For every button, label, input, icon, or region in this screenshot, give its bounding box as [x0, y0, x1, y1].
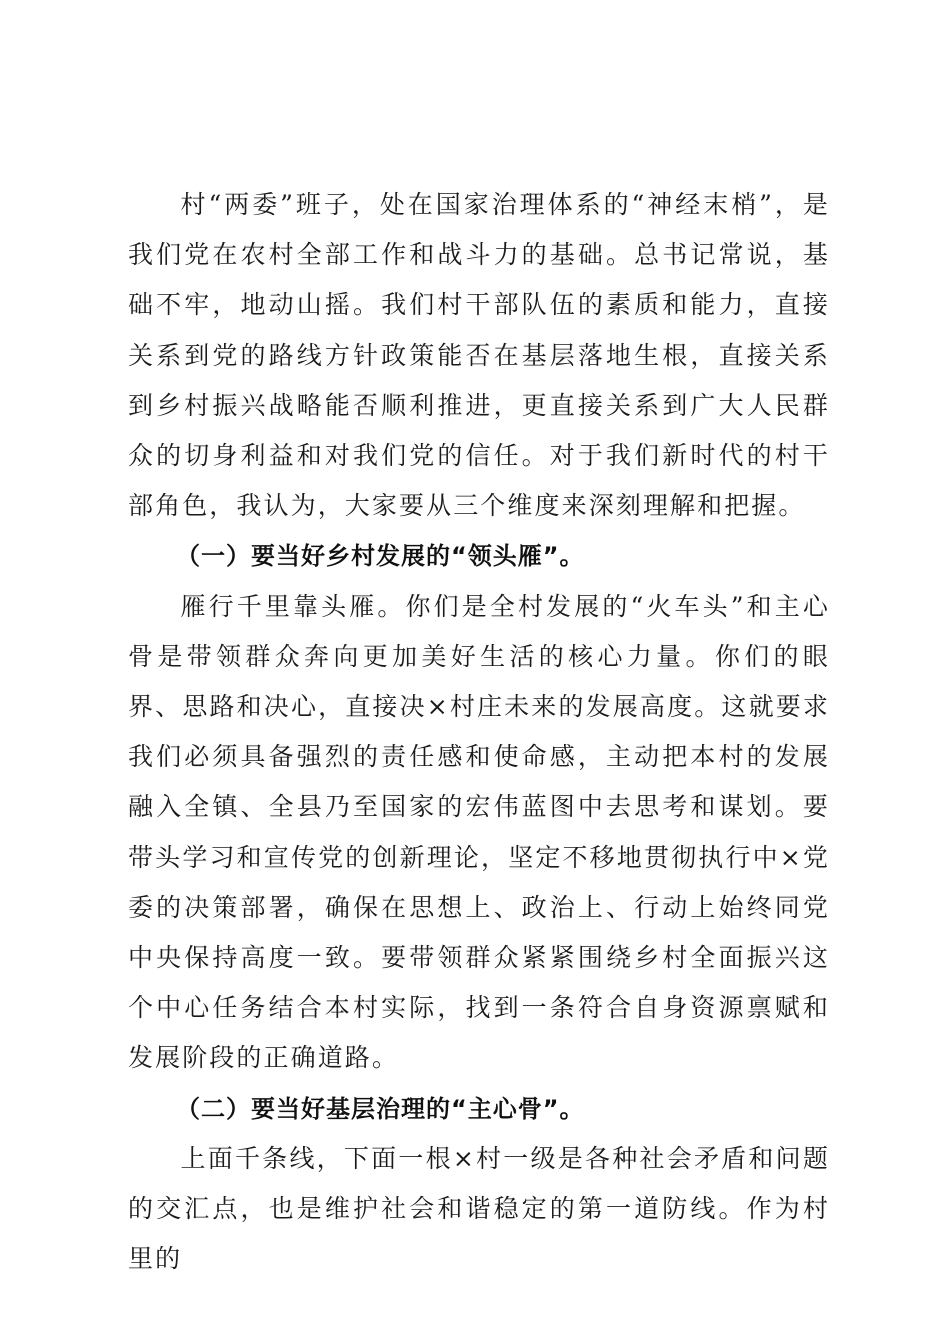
paragraph-section-1: 雁行千里靠头雁。你们是全村发展的“火车头”和主心骨是带领群众奔向更加美好生活的核心力量。你们的眼界、思路和决心，直接决×村庄未来的发展高度。这就要求我们必须具备强烈的责任感和使命感，主动把本村的发展融入全镇、全县乃至国家的宏伟蓝图中去思考和谋划。要带头学习和宣传党的创新理论，坚定不移地贯彻执行中×党委的决策部署，确保在思想上、政治上、行动上始终同党中央保持高度一致。要带领群众紧紧围绕乡村全面振兴这个中心任务结合本村实际，找到一条符合自身资源禀赋和发展阶段的正确道路。 [128, 591, 830, 1073]
section-heading-2: （二）要当好基层治理的“主心骨”。 [176, 1094, 585, 1123]
paragraph-section-2: 上面千条线，下面一根×村一级是各种社会矛盾和问题的交汇点，也是维护社会和谐稳定的第一道防线。作为村里的 [128, 1143, 830, 1274]
paragraph-intro: 村“两委”班子，处在国家治理体系的“神经末梢”，是我们党在农村全部工作和战斗力的基础。总书记常说，基础不牢，地动山摇。我们村干部队伍的素质和能力，直接关系到党的路线方针政策能否在基层落地生根，直接关系到乡村振兴战略能否顺利推进，更直接关系到广大人民群众的切身利益和对我们党的信任。对于我们新时代的村干部角色，我认为，大家要从三个维度来深刻理解和把握。 [128, 190, 830, 521]
document-body [128, 180, 830, 1284]
section-heading-1: （一）要当好乡村发展的“领头雁”。 [176, 542, 585, 571]
